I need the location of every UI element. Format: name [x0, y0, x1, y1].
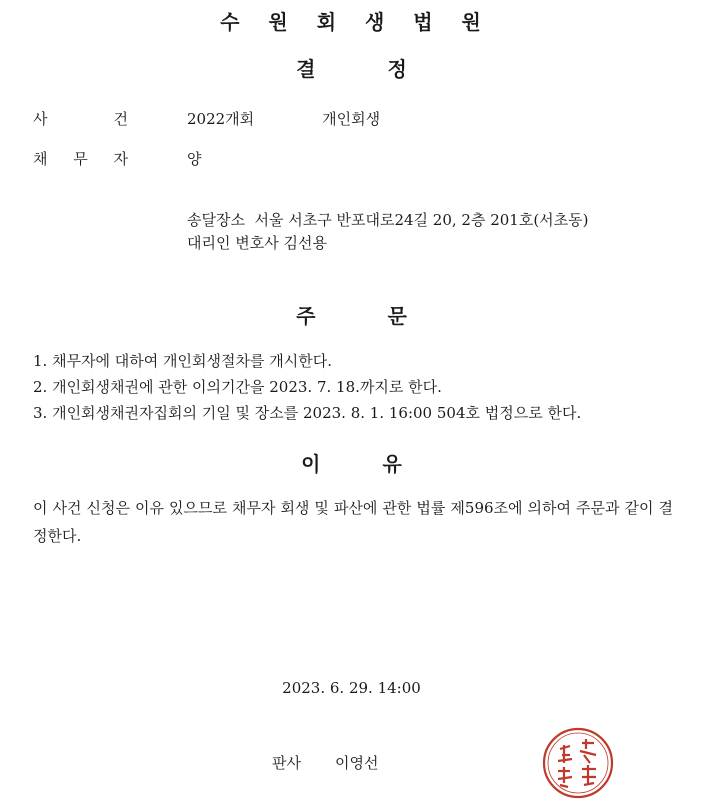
debtor-name: 양: [187, 150, 202, 168]
judge-title: 판사: [272, 754, 301, 772]
case-label: 사 건: [33, 110, 128, 128]
order-item: 2. 개인회생채권에 관한 이의기간을 2023. 7. 18.까지로 한다.: [33, 378, 442, 396]
reason-text: 이 사건 신청은 이유 있으므로 채무자 회생 및 파산에 관한 법률 제596조에 의하여 주문과 같이 결정한다.: [33, 499, 673, 545]
title-char: 결: [296, 57, 316, 81]
judge-name: 이영선: [334, 754, 379, 772]
decision-date: 2023. 6. 29. 14:00: [282, 679, 421, 697]
service-address: 송달장소 서울 서초구 반포대로24길 20, 2층 201호(서초동): [187, 211, 589, 229]
debtor-label: 채 무 자: [33, 150, 128, 168]
case-number: 2022개회: [187, 110, 255, 128]
title-char: 정: [387, 57, 407, 81]
legal-agent: 대리인 변호사 김선용: [187, 234, 327, 252]
reason-heading: 이 유: [301, 452, 402, 476]
court-name: 수 원 회 생 법 원: [220, 10, 483, 34]
case-value: [187, 108, 380, 129]
judge-signature-line: [272, 752, 378, 773]
order-item: 3. 개인회생채권자집회의 기일 및 장소를 2023. 8. 1. 16:00 504호 법정으로 한다.: [33, 404, 582, 422]
order-heading: 주 문: [296, 304, 407, 328]
document-title: [0, 53, 703, 82]
case-name: 개인회생: [322, 110, 381, 128]
order-item: 1. 채무자에 대하여 개인회생절차를 개시한다.: [33, 352, 332, 370]
judge-seal-stamp: [540, 725, 616, 801]
